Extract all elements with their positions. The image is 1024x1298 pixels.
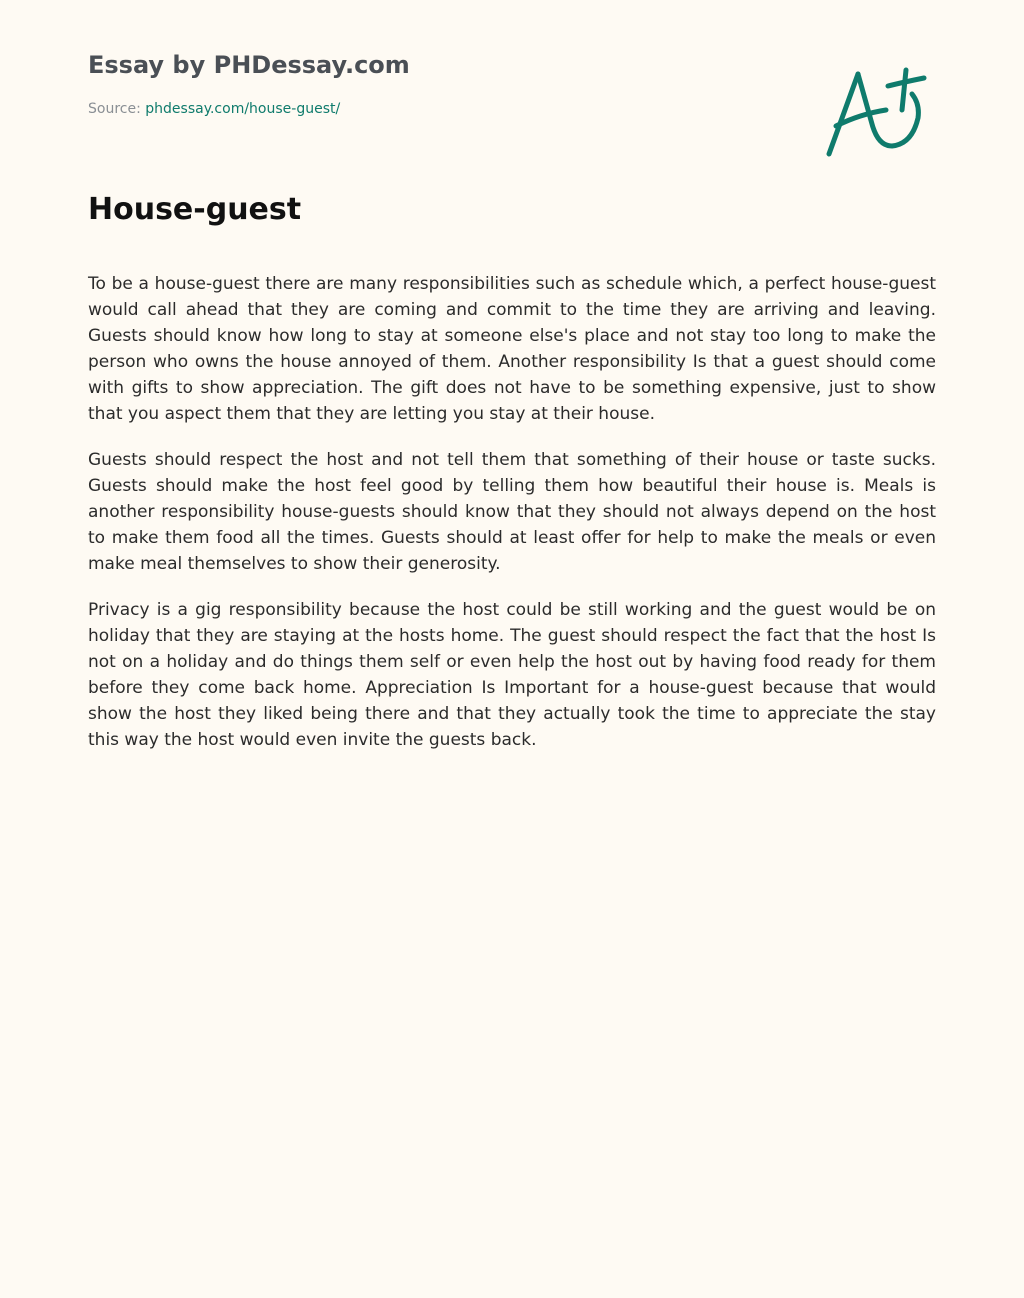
a-plus-logo-icon [820, 62, 930, 162]
essay-paragraph-1: To be a house-guest there are many responsibilities such as schedule which, a perfect house-guest would call ahead that they are coming and commit to the time they are arriving and leaving. Guests should know how long to stay at someone else's place and not stay too long to make the person who owns the house annoyed of them. Another responsibility Is that a guest should come with gifts to show appreciation. The gift does not have to be something expensive, just to show that you aspect them that they are letting you stay at their house. [88, 274, 936, 424]
essay-paragraph-2: Guests should respect the host and not tell them that something of their house or taste sucks. Guests should make the host feel good by telling them how beautiful their house is. Meals is another responsibility house-guests should know that they should not always depend on the host to make them food all the times. Guests should at least offer for help to make the meals or even make meal themselves to show their generosity. [88, 450, 936, 574]
essay-paragraph-3: Privacy is a gig responsibility because the host could be still working and the guest would be on holiday that they are staying at the hosts home. The guest should respect the fact that the host Is not on a holiday and do things them self or even help the host out by having food ready for them before they come back home. Appreciation Is Important for a house-guest because that would show the host they liked being there and that they actually took the time to appreciate the stay this way the host would even invite the guests back. [88, 600, 936, 750]
essay-body [88, 271, 936, 773]
source-label: Source: [88, 101, 146, 117]
source-line [88, 99, 788, 119]
site-title: Essay by PHDessay.com [88, 51, 410, 79]
essay-title: House-guest [88, 192, 302, 227]
source-link[interactable]: phdessay.com/house-guest/ [145, 101, 341, 117]
a-plus-logo-graphic [820, 62, 930, 162]
page-header [88, 48, 788, 119]
